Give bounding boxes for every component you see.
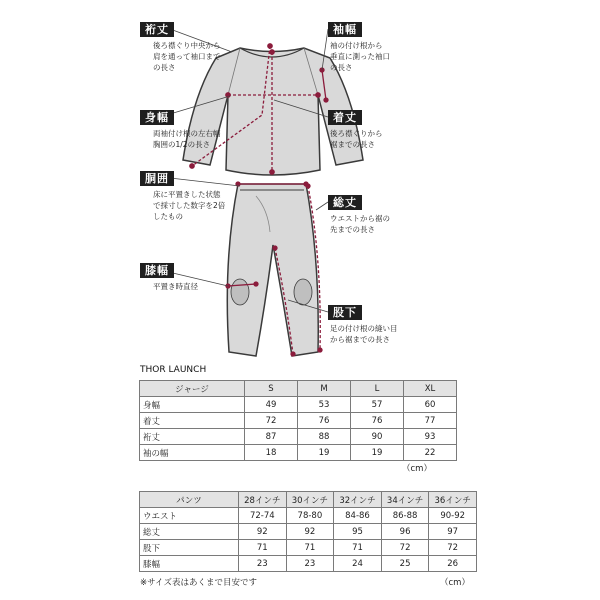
kitake-tag: 着丈: [328, 110, 362, 125]
matashita-tag: 股下: [328, 305, 362, 320]
table-cell: 86-88: [381, 508, 429, 524]
table-cell: 71: [239, 540, 287, 556]
header-cell: S: [245, 381, 298, 397]
hizahaba-tag: 膝幅: [140, 263, 174, 278]
table-cell: 90: [351, 429, 404, 445]
table-cell: 72: [245, 413, 298, 429]
table-cell: 19: [351, 445, 404, 461]
table-cell: 71: [286, 540, 334, 556]
sodehaba-tag: 袖幅: [328, 22, 362, 37]
soutake-desc: ウエストから裾の 先までの長さ: [330, 214, 390, 234]
pants-silhouette: [227, 184, 318, 356]
table-cell: 93: [404, 429, 457, 445]
jersey-size-table: [139, 380, 457, 461]
table-cell: 72: [429, 540, 477, 556]
table-cell: 23: [239, 556, 287, 572]
header-cell: 28インチ: [239, 492, 287, 508]
table-cell: 96: [381, 524, 429, 540]
table-cell: 57: [351, 397, 404, 413]
row-label: 着丈: [140, 413, 245, 429]
doumawari-tag: 胴囲: [140, 171, 174, 186]
table-cell: 97: [429, 524, 477, 540]
table-cell: 90-92: [429, 508, 477, 524]
header-cell: パンツ: [140, 492, 239, 508]
table-cell: 23: [286, 556, 334, 572]
pants-unit: （cm）: [440, 578, 470, 588]
left-knee-pad: [231, 279, 249, 305]
header-cell: M: [298, 381, 351, 397]
table-cell: 72: [381, 540, 429, 556]
table-cell: 76: [298, 413, 351, 429]
table-header-row: [140, 492, 477, 508]
table-cell: 18: [245, 445, 298, 461]
product-title: THOR LAUNCH: [140, 365, 207, 375]
header-cell: L: [351, 381, 404, 397]
table-row: [140, 445, 457, 461]
table-row: [140, 524, 477, 540]
row-label: 膝幅: [140, 556, 239, 572]
header-cell: 34インチ: [381, 492, 429, 508]
table-cell: 72-74: [239, 508, 287, 524]
row-label: ウエスト: [140, 508, 239, 524]
table-row: [140, 556, 477, 572]
header-cell: XL: [404, 381, 457, 397]
table-cell: 25: [381, 556, 429, 572]
table-cell: 88: [298, 429, 351, 445]
table-row: [140, 397, 457, 413]
matashita-desc: 足の付け根の縫い目 から裾までの長さ: [330, 324, 398, 344]
row-label: 股下: [140, 540, 239, 556]
table-cell: 77: [404, 413, 457, 429]
table-cell: 71: [334, 540, 382, 556]
table-cell: 95: [334, 524, 382, 540]
table-row: [140, 540, 477, 556]
table-row: [140, 413, 457, 429]
size-note: ※サイズ表はあくまで目安です: [140, 578, 257, 588]
table-row: [140, 429, 457, 445]
table-cell: 19: [298, 445, 351, 461]
table-cell: 49: [245, 397, 298, 413]
table-cell: 53: [298, 397, 351, 413]
sodehaba-desc: 袖の付け根から 垂直に測った袖口 の長さ: [330, 41, 390, 72]
table-cell: 26: [429, 556, 477, 572]
header-cell: 36インチ: [429, 492, 477, 508]
mihaba-desc: 両袖付け根の左右幅 胸囲の1/2の長さ: [153, 129, 221, 149]
header-cell: 32インチ: [334, 492, 382, 508]
right-knee-pad: [294, 279, 312, 305]
table-header-row: [140, 381, 457, 397]
table-cell: 76: [351, 413, 404, 429]
yuki-desc: 後ろ襟ぐり中央から 肩を通って袖口まで の長さ: [153, 41, 221, 72]
yuki-tag: 裄丈: [140, 22, 174, 37]
table-cell: 84-86: [334, 508, 382, 524]
row-label: 身幅: [140, 397, 245, 413]
table-cell: 87: [245, 429, 298, 445]
hizahaba-desc: 平置き時直径: [153, 282, 198, 291]
table-cell: 22: [404, 445, 457, 461]
table-row: [140, 508, 477, 524]
header-cell: 30インチ: [286, 492, 334, 508]
table-cell: 92: [239, 524, 287, 540]
table-cell: 78-80: [286, 508, 334, 524]
kitake-desc: 後ろ襟ぐりから 裾までの長さ: [330, 129, 383, 149]
table-cell: 24: [334, 556, 382, 572]
table-cell: 92: [286, 524, 334, 540]
header-cell: ジャージ: [140, 381, 245, 397]
row-label: 裄丈: [140, 429, 245, 445]
doumawari-desc: 床に平置きした状態 で採寸した数字を2倍 したもの: [153, 190, 226, 221]
soutake-tag: 総丈: [328, 195, 362, 210]
table-cell: 60: [404, 397, 457, 413]
pants-size-table: [139, 491, 477, 572]
row-label: 総丈: [140, 524, 239, 540]
jersey-unit: （cm）: [402, 464, 432, 474]
mihaba-tag: 身幅: [140, 110, 174, 125]
row-label: 袖の幅: [140, 445, 245, 461]
